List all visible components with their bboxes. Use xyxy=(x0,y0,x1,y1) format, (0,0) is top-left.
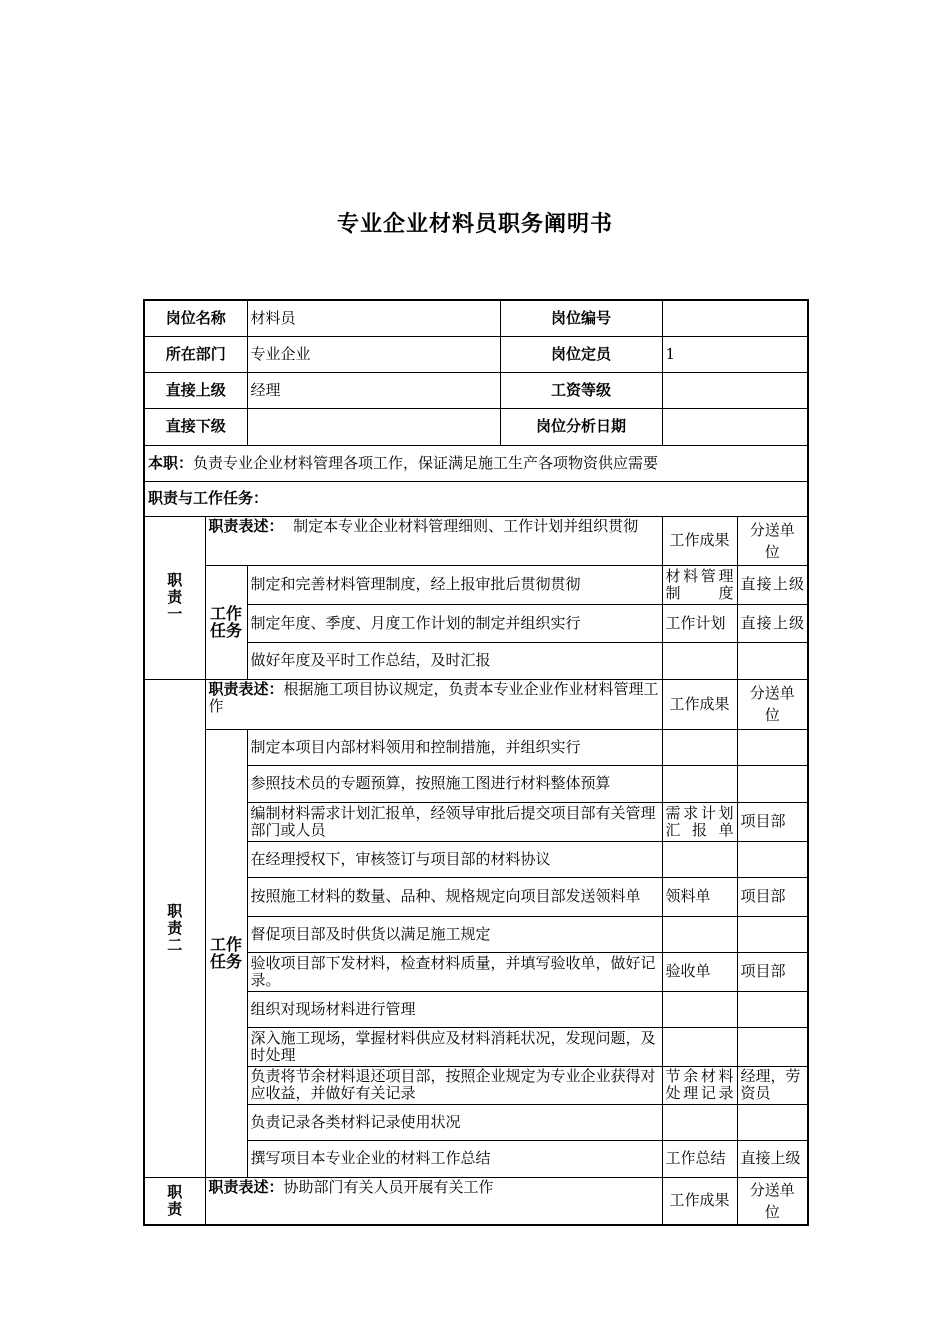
duty2-task-9-send: 经理，劳资员 xyxy=(737,1066,808,1104)
duty1-task-0-send: 直接上级 xyxy=(737,565,808,604)
analysis-date-label: 岗位分析日期 xyxy=(500,408,662,445)
duty2-tasks-label-cell xyxy=(205,729,247,1177)
duty1-task-1-send: 直接上级 xyxy=(737,604,808,642)
duty2-task-1-result xyxy=(662,765,737,802)
duty-row xyxy=(144,445,808,481)
duty2-desc-row xyxy=(144,679,808,729)
duty1-task-1-result: 工作计划 xyxy=(662,604,737,642)
duty2-task-9-text: 负责将节余材料退还项目部，按照企业规定为专业企业获得对应收益，并做好有关记录 xyxy=(247,1066,662,1104)
duty3-desc-row xyxy=(144,1177,808,1225)
duty2-task-0-result xyxy=(662,729,737,765)
duty2-task-5-send xyxy=(737,916,808,952)
duty3-result-header: 工作成果 xyxy=(662,1177,737,1225)
duty3-send-header: 分送单位 xyxy=(737,1177,808,1225)
duty3-label-cell xyxy=(144,1177,205,1225)
headcount-value: 1 xyxy=(662,336,808,372)
duty2-task-4-text: 按照施工材料的数量、品种、规格规定向项目部发送领料单 xyxy=(247,877,662,916)
duty2-task-8-result xyxy=(662,1027,737,1066)
duty2-task-3-send xyxy=(737,841,808,877)
duty1-task-0-text: 制定和完善材料管理制度，经上报审批后贯彻贯彻 xyxy=(247,565,662,604)
duty3-desc-cell xyxy=(205,1177,662,1225)
duty2-task-11-result: 工作总结 xyxy=(662,1140,737,1177)
duty1-send-header: 分送单位 xyxy=(737,516,808,565)
department-label: 所在部门 xyxy=(144,336,247,372)
duty2-task-1-send xyxy=(737,765,808,802)
duty2-task-2-result: 需求计划汇报单 xyxy=(662,802,737,841)
subordinate-value xyxy=(247,408,500,445)
post-code-value xyxy=(662,300,808,336)
duty2-desc-cell xyxy=(205,679,662,729)
duty1-label-cell xyxy=(144,516,205,679)
duty2-task-10-text: 负责记录各类材料记录使用状况 xyxy=(247,1104,662,1140)
duty1-tasks-label-cell xyxy=(205,565,247,679)
duty2-desc: 根据施工项目协议规定，负责本专业企业作业材料管理工作 xyxy=(208,679,659,715)
duty1-desc: 制定本专业企业材料管理细则、工作计划并组织贯彻 xyxy=(293,516,639,535)
responsibilities-heading-row xyxy=(144,481,808,516)
duty3-desc: 协助部门有关人员开展有关工作 xyxy=(283,1177,494,1196)
duty2-task-9-result: 节余材料处理记录 xyxy=(662,1066,737,1104)
post-name-label: 岗位名称 xyxy=(144,300,247,336)
salary-value xyxy=(662,372,808,408)
duty2-task-6-result: 验收单 xyxy=(662,952,737,991)
job-description-table xyxy=(143,299,809,1226)
duty2-task-3-text: 在经理授权下，审核签订与项目部的材料协议 xyxy=(247,841,662,877)
department-value: 专业企业 xyxy=(247,336,500,372)
duty1-result-header: 工作成果 xyxy=(662,516,737,565)
duty2-task-8-text: 深入施工现场，掌握材料供应及材料消耗状况，发现问题，及时处理 xyxy=(247,1027,662,1066)
duty2-task-5-result xyxy=(662,916,737,952)
superior-label: 直接上级 xyxy=(144,372,247,408)
duty2-task-8-send xyxy=(737,1027,808,1066)
duty1-task-row xyxy=(144,565,808,604)
duty-label: 本职： xyxy=(148,453,194,472)
duty2-task-2-text: 编制材料需求计划汇报单，经领导审批后提交项目部有关管理部门或人员 xyxy=(247,802,662,841)
page-title: 专业企业材料员职务阐明书 xyxy=(336,212,613,237)
duty2-task-4-send: 项目部 xyxy=(737,877,808,916)
duty1-task-0-result: 材料管理制度 xyxy=(662,565,737,604)
post-code-label: 岗位编号 xyxy=(500,300,662,336)
duty3-desc-label: 职责表述： xyxy=(208,1177,284,1196)
header-row-1 xyxy=(144,300,808,336)
duty3-label: 职责 xyxy=(167,1182,183,1218)
duty2-task-5-text: 督促项目部及时供货以满足施工规定 xyxy=(247,916,662,952)
duty1-task-2-send xyxy=(737,642,808,679)
duty2-task-0-text: 制定本项目内部材料领用和控制措施，并组织实行 xyxy=(247,729,662,765)
duty1-task-2-result xyxy=(662,642,737,679)
header-row-4 xyxy=(144,408,808,445)
duty2-task-11-text: 撰写项目本专业企业的材料工作总结 xyxy=(247,1140,662,1177)
duty-text: 负责专业企业材料管理各项工作，保证满足施工生产各项物资供应需要 xyxy=(193,453,659,472)
header-row-3 xyxy=(144,372,808,408)
duty1-task-1-text: 制定年度、季度、月度工作计划的制定并组织实行 xyxy=(247,604,662,642)
analysis-date-value xyxy=(662,408,808,445)
duty2-task-0-send xyxy=(737,729,808,765)
duty2-task-1-text: 参照技术员的专题预算，按照施工图进行材料整体预算 xyxy=(247,765,662,802)
duty2-task-6-text: 验收项目部下发材料，检查材料质量，并填写验收单，做好记录。 xyxy=(247,952,662,991)
duty2-task-2-send: 项目部 xyxy=(737,802,808,841)
post-name-value: 材料员 xyxy=(247,300,500,336)
duty2-task-4-result: 领料单 xyxy=(662,877,737,916)
duty2-label: 职责二 xyxy=(167,901,183,954)
duty1-desc-label: 职责表述： xyxy=(208,516,284,535)
duty1-tasks-label: 工作任务 xyxy=(210,604,243,640)
duty2-task-6-send: 项目部 xyxy=(737,952,808,991)
subordinate-label: 直接下级 xyxy=(144,408,247,445)
duty2-desc-label: 职责表述： xyxy=(208,679,284,698)
duty1-desc-cell xyxy=(205,516,662,565)
duty2-task-11-send: 直接上级 xyxy=(737,1140,808,1177)
header-row-2 xyxy=(144,336,808,372)
responsibilities-label: 职责与工作任务： xyxy=(144,481,808,516)
duty2-label-cell xyxy=(144,679,205,1177)
duty2-task-7-send xyxy=(737,991,808,1027)
duty1-task-2-text: 做好年度及平时工作总结，及时汇报 xyxy=(247,642,662,679)
duty2-result-header: 工作成果 xyxy=(662,679,737,729)
duty2-task-row xyxy=(144,729,808,765)
duty1-label: 职责一 xyxy=(167,571,183,623)
duty2-send-header: 分送单位 xyxy=(737,679,808,729)
salary-label: 工资等级 xyxy=(500,372,662,408)
duty2-task-10-result xyxy=(662,1104,737,1140)
headcount-label: 岗位定员 xyxy=(500,336,662,372)
duty2-tasks-label: 工作任务 xyxy=(209,935,242,971)
duty2-task-7-result xyxy=(662,991,737,1027)
duty-cell xyxy=(144,445,808,481)
superior-value: 经理 xyxy=(247,372,500,408)
duty2-task-3-result xyxy=(662,841,737,877)
duty2-task-10-send xyxy=(737,1104,808,1140)
duty2-task-7-text: 组织对现场材料进行管理 xyxy=(247,991,662,1027)
duty1-desc-row xyxy=(144,516,808,565)
